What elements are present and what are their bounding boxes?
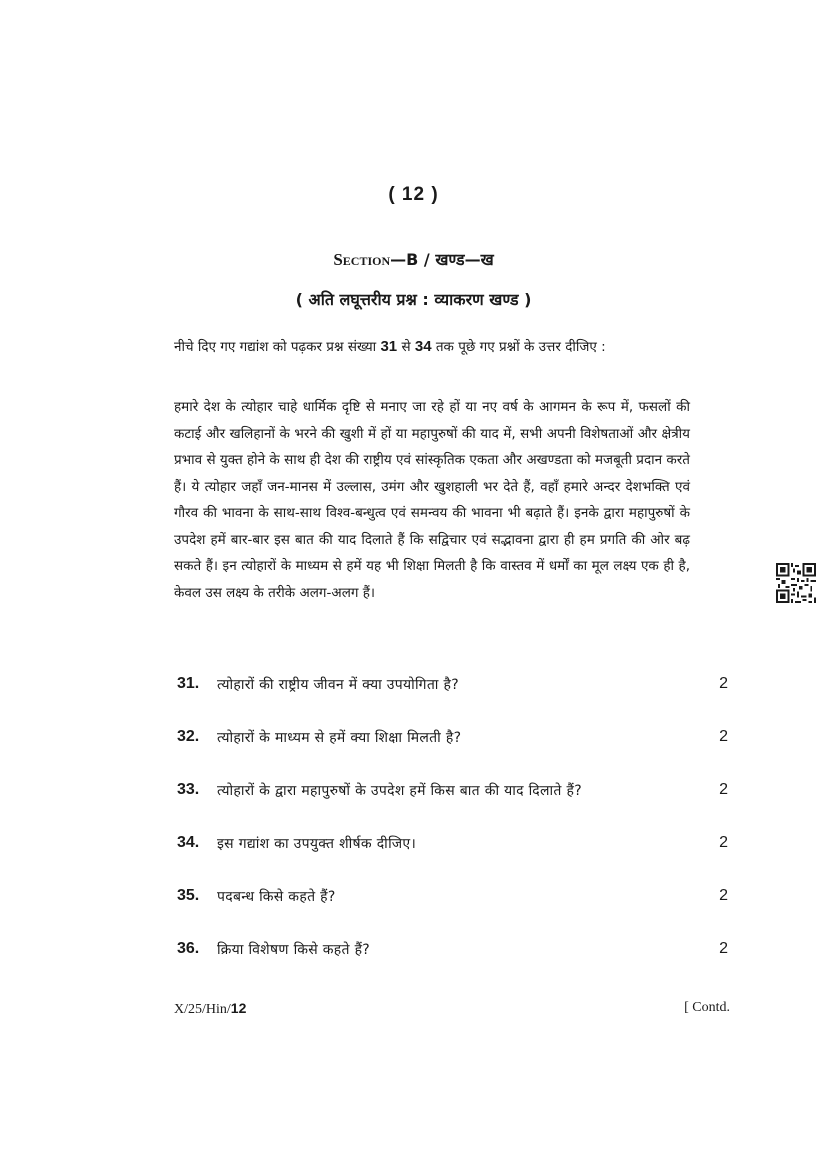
question-34 xyxy=(177,831,730,884)
question-text: इस गद्यांश का उपयुक्त शीर्षक दीजिए। xyxy=(217,836,417,852)
question-text: क्रिया विशेषण किसे कहते हैं? xyxy=(217,942,371,958)
instruction xyxy=(174,334,690,360)
question-33 xyxy=(177,778,730,831)
instruction-to: 34 xyxy=(414,338,432,355)
question-32 xyxy=(177,725,730,778)
question-31 xyxy=(177,672,730,725)
question-marks: 2 xyxy=(719,940,728,957)
section-letter: —B / xyxy=(390,250,436,269)
instruction-from: 31 xyxy=(380,338,398,355)
question-number: 34. xyxy=(177,834,200,851)
paper-code xyxy=(174,1000,246,1018)
question-number: 36. xyxy=(177,940,200,957)
question-marks: 2 xyxy=(719,834,728,851)
paper-code-page: 12 xyxy=(230,1000,247,1016)
question-list xyxy=(177,672,730,990)
question-text: त्योहारों के द्वारा महापुरुषों के उपदेश हमें किस बात की याद दिलाते हैं? xyxy=(217,783,582,799)
question-number: 32. xyxy=(177,728,200,745)
question-35 xyxy=(177,884,730,937)
question-marks: 2 xyxy=(719,781,728,798)
continued-label: [ Contd. xyxy=(684,1000,730,1015)
question-number: 33. xyxy=(177,781,200,798)
section-subheading: ( अति लघूत्तरीय प्रश्न : व्याकरण खण्ड ) xyxy=(295,290,532,309)
section-hindi: खण्ड—ख xyxy=(435,250,494,269)
question-text: पदबन्ध किसे कहते हैं? xyxy=(217,889,336,905)
question-text: त्योहारों के माध्यम से हमें क्या शिक्षा मिलती है? xyxy=(217,730,462,746)
page-number: ( 12 ) xyxy=(388,184,439,205)
section-heading xyxy=(0,248,827,270)
paper-code-prefix: X/25/Hin/ xyxy=(174,1002,231,1017)
section-prefix: Section xyxy=(333,250,391,269)
question-number: 31. xyxy=(177,675,200,692)
qr-code-icon xyxy=(776,563,816,603)
question-text: त्योहारों की राष्ट्रीय जीवन में क्या उपयोगिता है? xyxy=(217,677,459,693)
instruction-part3: तक पूछे गए प्रश्नों के उत्तर दीजिए : xyxy=(431,339,606,355)
question-number: 35. xyxy=(177,887,200,904)
passage: हमारे देश के त्योहार चाहे धार्मिक दृष्टि से मनाए जा रहे हों या नए वर्ष के आगमन के रूप में, फसलों की कटाई और खलिहानों के भरने की खुशी में हों या महापुरुषों की याद में, सभी अपनी विशेषताओं और क्षेत्रीय प्रभाव से युक्त होने के साथ ही देश की राष्ट्रीय एवं सांस्कृतिक एकता और अखण्डता को मजबूती प्रदान करते हैं। ये त्योहार जहाँ जन-मानस में उल्लास, उमंग और खुशहाली भर देते हैं, वहाँ हमारे अन्दर देशभक्ति एवं गौरव की भावना के साथ-साथ विश्व-बन्धुत्व एवं समन्वय की भावना भी बढ़ाते हैं। इनके द्वारा महापुरुषों के उपदेश हमें बार-बार इस बात की याद दिलाते हैं कि सद्विचार एवं सद्भावना द्वारा ही हम प्रगति की ओर बढ़ सकते हैं। इन त्योहारों के माध्यम से हमें यह भी शिक्षा मिलती है कि वास्तव में धर्मों का मूल लक्ष्य एक ही है, केवल उस लक्ष्य के तरीके अलग-अलग हैं। xyxy=(174,399,690,601)
question-marks: 2 xyxy=(719,675,728,692)
question-36 xyxy=(177,937,730,990)
question-marks: 2 xyxy=(719,887,728,904)
instruction-part1: नीचे दिए गए गद्यांश को पढ़कर प्रश्न संख्या xyxy=(174,339,381,355)
question-marks: 2 xyxy=(719,728,728,745)
instruction-part2: से xyxy=(397,339,415,355)
